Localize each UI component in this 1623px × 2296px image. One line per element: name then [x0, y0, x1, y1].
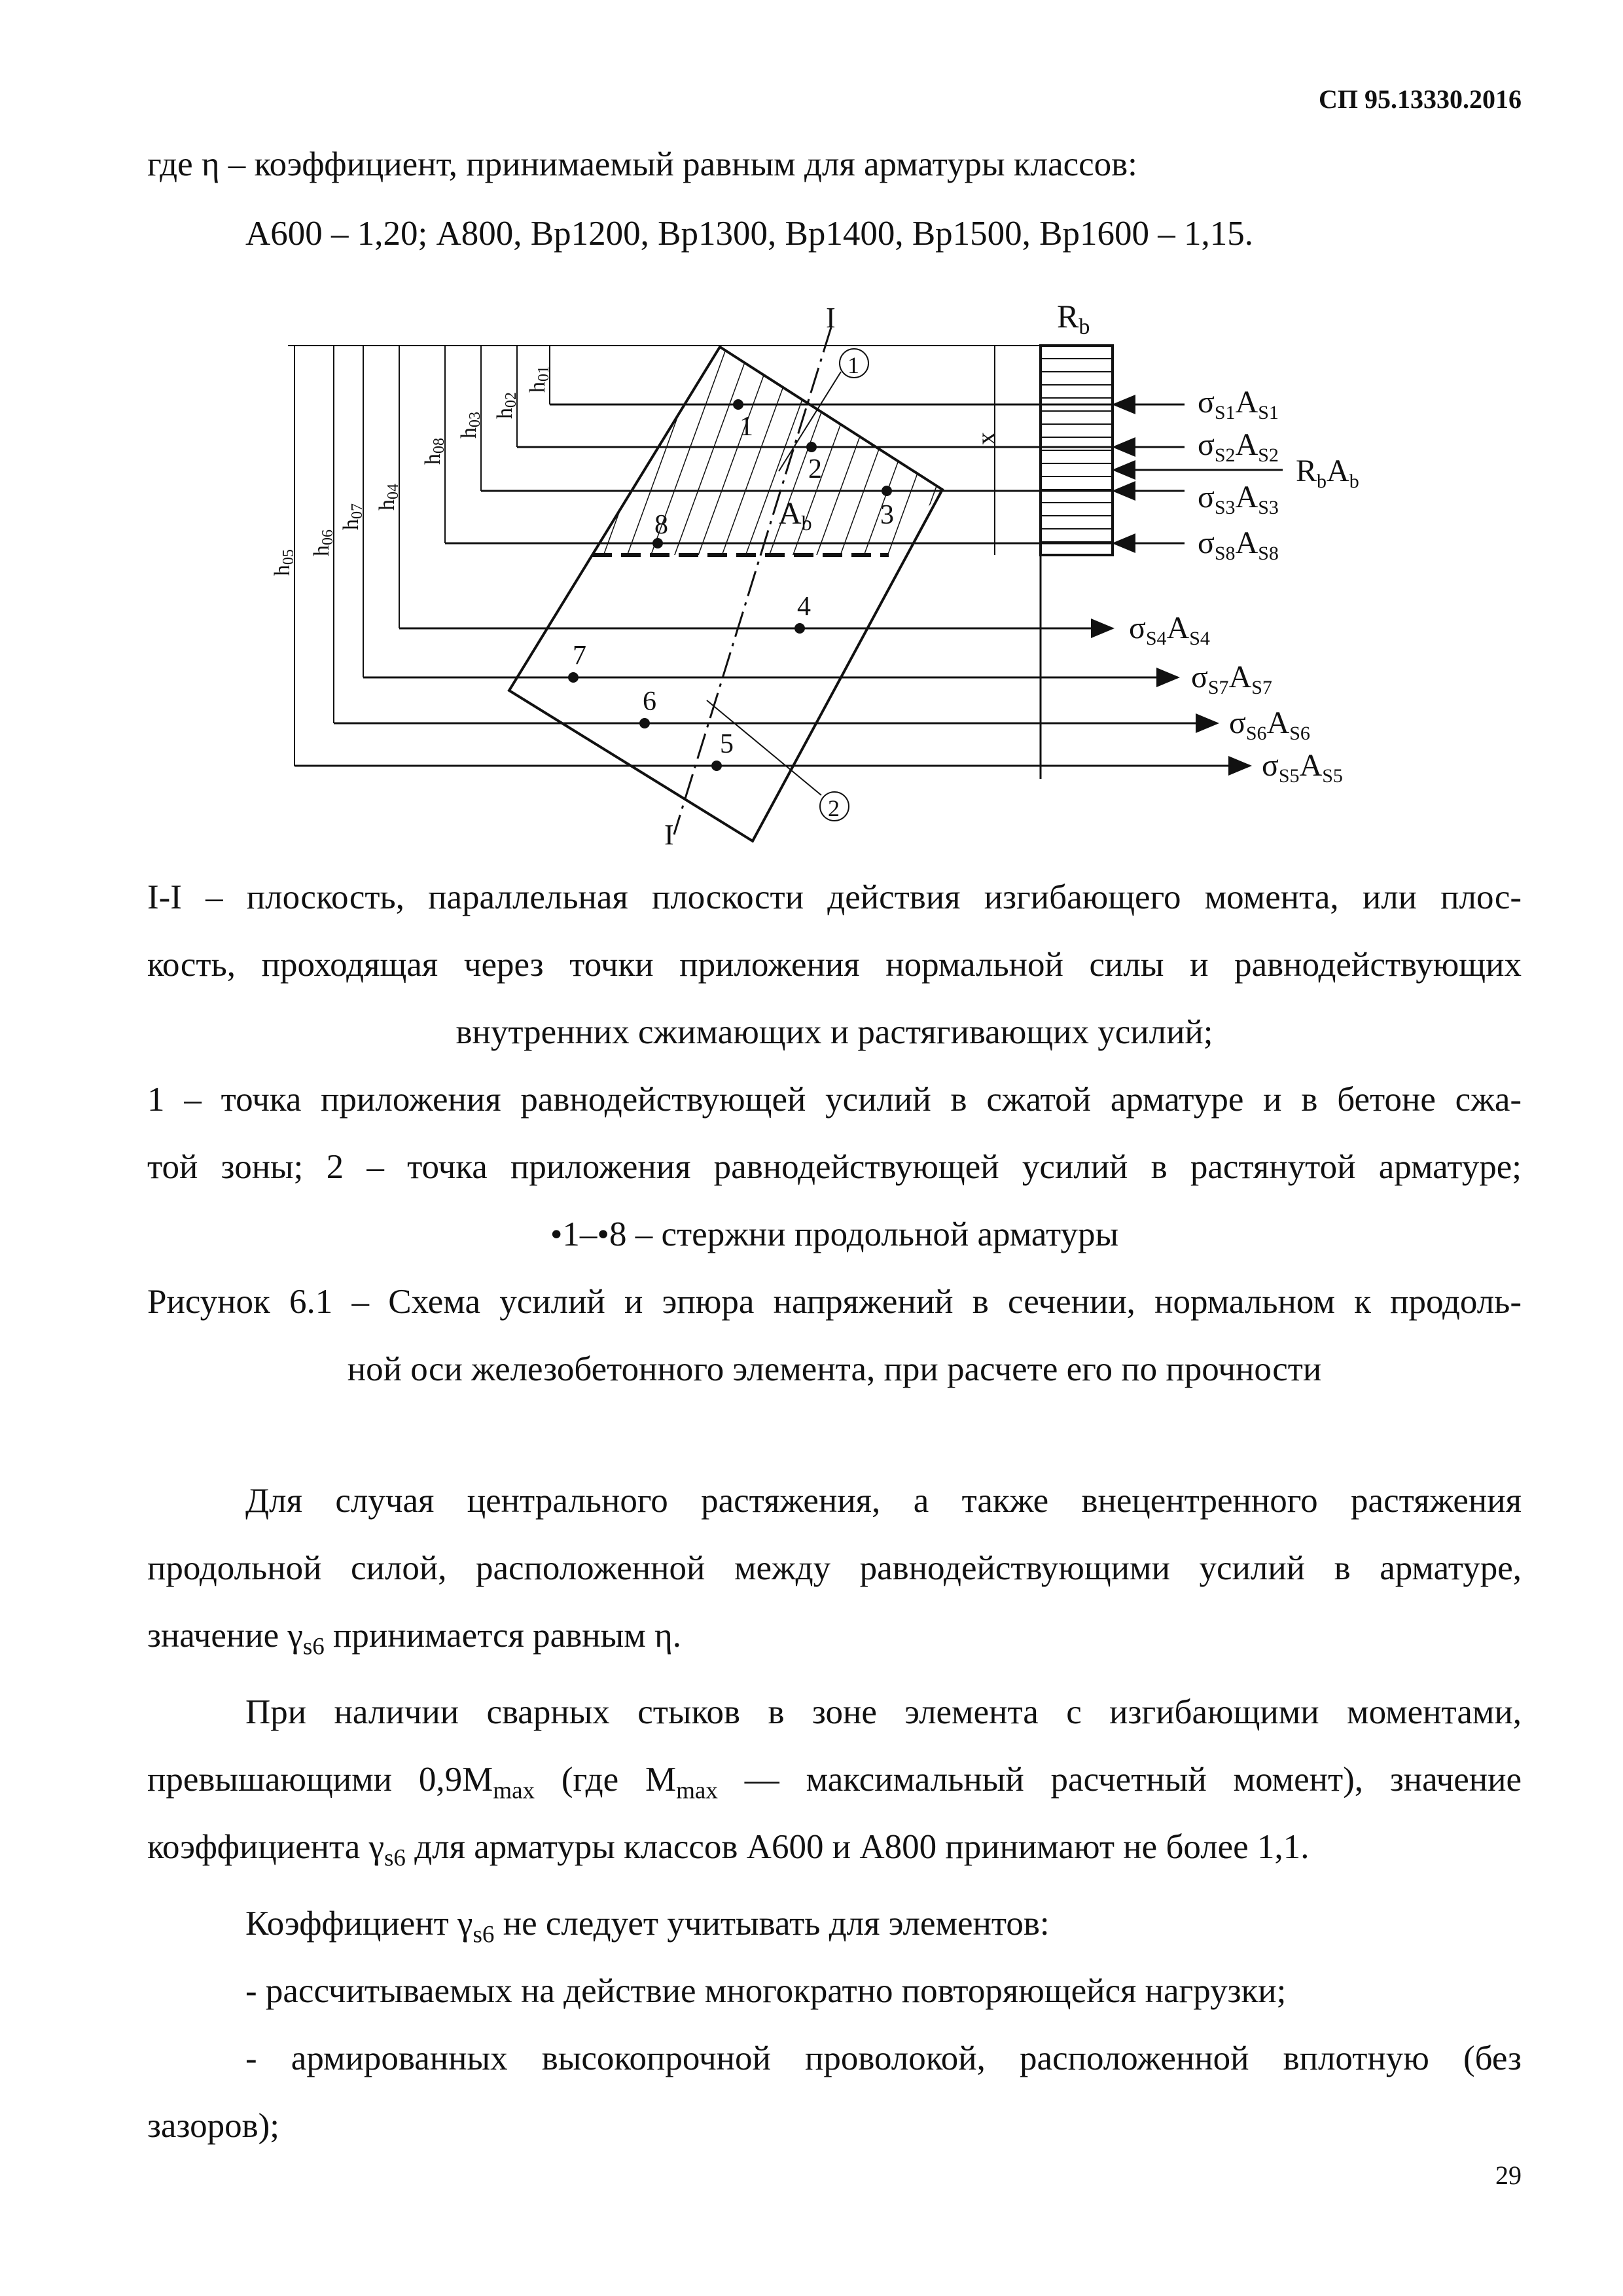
para1-line-3: значение $\gamma_{s6}$ принимается равным η.	[147, 1617, 681, 1660]
para3: Коэффициент $\gamma_{s6}$ не следует учитывать для элементов:	[245, 1905, 1050, 1948]
force-scheme-figure	[0, 0, 1623, 877]
dim-h04: h04	[375, 484, 402, 511]
force-s1: $\sigma_{S1}A_{S1}$	[1198, 385, 1279, 423]
bar-3-num: 3	[880, 500, 894, 530]
intro-line-1: где η – коэффициент, принимаемый равным для арматуры классов:	[147, 145, 1137, 183]
dim-h07: h07	[339, 503, 366, 530]
bar-2-num: 2	[808, 454, 822, 484]
caption-line-5: той зоны; 2 – точка приложения равнодействующей усилий в растянутой арматуре;	[147, 1148, 1522, 1186]
document-code: СП 95.13330.2016	[1319, 84, 1522, 114]
caption-line-1: I-I – плоскость, параллельная плоскости действия изгибающего момента, или плос-	[147, 878, 1522, 916]
bar-7-num: 7	[573, 641, 586, 671]
force-s5: $\sigma_{S5}A_{S5}$	[1262, 748, 1343, 787]
ab-label: $A_b$	[779, 496, 812, 535]
force-rbab: $R_bA_b$	[1296, 454, 1359, 492]
bar-6	[639, 718, 650, 728]
bar-7	[568, 672, 579, 683]
list-item-2-line-1: - армированных высокопрочной проволокой, расположенной вплотную (без	[245, 2039, 1522, 2077]
dim-h02: h02	[493, 392, 520, 419]
dim-h01: h01	[526, 366, 552, 393]
dim-h08: h08	[421, 438, 448, 465]
bar-1	[733, 399, 743, 410]
bar-4	[794, 623, 805, 634]
force-s3: $\sigma_{S3}A_{S3}$	[1198, 480, 1279, 518]
svg-text:2: 2	[828, 795, 840, 821]
force-s2: $\sigma_{S2}A_{S2}$	[1198, 427, 1279, 466]
bar-4-num: 4	[797, 592, 811, 622]
caption-line-6: •1–•8 – стержни продольной арматуры	[550, 1215, 1119, 1253]
caption-line-4: 1 – точка приложения равнодействующей усилий в сжатой арматуре и в бетоне сжа-	[147, 1081, 1522, 1119]
force-s8: $\sigma_{S8}A_{S8}$	[1198, 526, 1279, 564]
para2-line-2: превышающими $0,9M_{max}$ (где $M_{max}$ — максимальный расчетный момент), значение	[147, 1761, 1522, 1804]
para1-line-2: продольной силой, расположенной между равнодействующими усилий в арматуре,	[147, 1549, 1522, 1587]
para1-line-1: Для случая центрального растяжения, а также внецентренного растяжения	[245, 1482, 1522, 1520]
force-s4: $\sigma_{S4}A_{S4}$	[1129, 611, 1210, 649]
bar-6-num: 6	[643, 687, 656, 717]
para2-line-3: коэффициента $\gamma_{s6}$ для арматуры классов А600 и А800 принимают не более 1,1.	[147, 1828, 1310, 1872]
page-number: 29	[1495, 2161, 1522, 2190]
force-s7: $\sigma_{S7}A_{S7}$	[1191, 660, 1272, 698]
x-label: x	[971, 432, 1001, 445]
intro-line-2: А600 – 1,20; А800, Вр1200, Вр1300, Вр1400, Вр1500, Вр1600 – 1,15.	[245, 215, 1254, 253]
caption-line-3: внутренних сжимающих и растягивающих усилий;	[455, 1013, 1213, 1051]
bar-2	[806, 442, 817, 452]
list-item-2-line-2: зазоров);	[147, 2107, 279, 2145]
bar-5	[711, 761, 722, 771]
para2-line-1: При наличии сварных стыков в зоне элемента с изгибающими моментами,	[245, 1693, 1522, 1731]
plane-label-top: I	[826, 302, 836, 334]
bar-1-num: 1	[740, 412, 753, 442]
bar-3	[882, 486, 892, 496]
figure-title-line-1: Рисунок 6.1 – Схема усилий и эпюра напряжений в сечении, нормальном к продоль-	[147, 1283, 1522, 1321]
dim-h05: h05	[270, 549, 297, 576]
rb-label: $R_b$	[1057, 298, 1090, 339]
bar-5-num: 5	[720, 729, 734, 759]
force-s6: $\sigma_{S6}A_{S6}$	[1229, 706, 1310, 744]
dim-h03: h03	[457, 412, 484, 439]
figure-title-line-2: ной оси железобетонного элемента, при расчете его по прочности	[347, 1350, 1322, 1388]
list-item-1: - рассчитываемых на действие многократно повторяющейся нагрузки;	[245, 1972, 1287, 2010]
caption-line-2: кость, проходящая через точки приложения нормальной силы и равнодействующих	[147, 946, 1522, 984]
plane-label-bottom: I	[664, 819, 674, 851]
bar-8-num: 8	[654, 510, 668, 540]
dim-h06: h06	[310, 529, 336, 556]
svg-text:1: 1	[847, 352, 859, 378]
